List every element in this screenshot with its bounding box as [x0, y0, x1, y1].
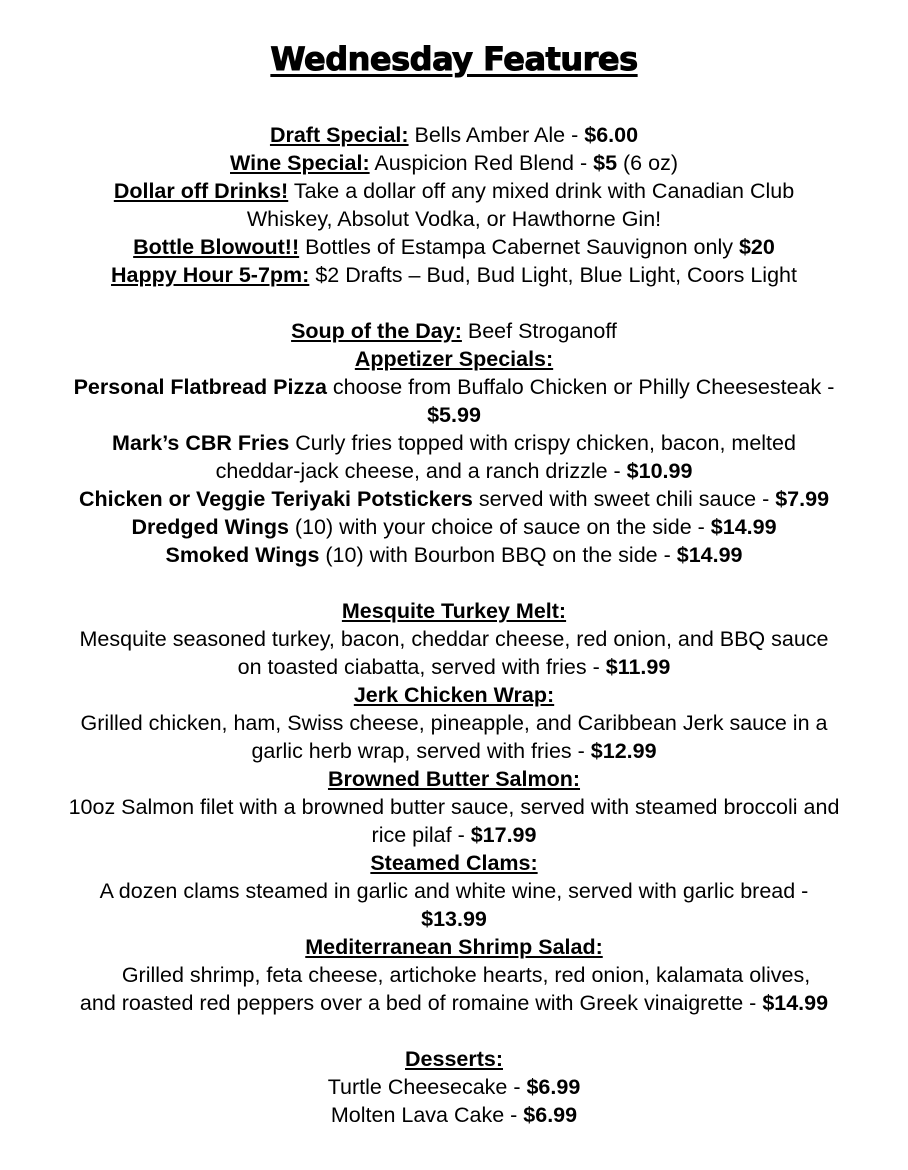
appetizer-cbr-fries: Mark’s CBR Fries Curly fries topped with crispy chicken, bacon, melted [112, 431, 796, 455]
appetizer-heading: Appetizer Specials: [354, 347, 554, 371]
entree-description-line2: garlic herb wrap, served with fries - $12.99 [251, 739, 657, 763]
bottle-blowout: Bottle Blowout!! Bottles of Estampa Cabernet Sauvignon only $20 [133, 235, 775, 259]
entree-description: Grilled shrimp, feta cheese, artichoke hearts, red onion, kalamata olives, [121, 963, 811, 987]
dessert-item: Turtle Cheesecake - $6.99 [327, 1075, 581, 1099]
entree-description: Mesquite seasoned turkey, bacon, cheddar cheese, red onion, and BBQ sauce [79, 627, 829, 651]
dollar-off-drinks-line2: Whiskey, Absolut Vodka, or Hawthorne Gin! [246, 207, 662, 231]
entree-description-line2: rice pilaf - $17.99 [371, 823, 537, 847]
appetizer-dredged-wings: Dredged Wings (10) with your choice of sauce on the side - $14.99 [131, 515, 777, 539]
entree-description-line2: and roasted red peppers over a bed of romaine with Greek vinaigrette - $14.99 [79, 991, 829, 1015]
soup-of-the-day: Soup of the Day: Beef Stroganoff [291, 319, 617, 343]
entree-heading: Mediterranean Shrimp Salad: [305, 935, 603, 959]
entree-description: A dozen clams steamed in garlic and white wine, served with garlic bread - [99, 879, 809, 903]
entree-heading: Browned Butter Salmon: [327, 767, 581, 791]
wine-special: Wine Special: Auspicion Red Blend - $5 (6 oz) [230, 151, 678, 175]
appetizer-smoked-wings: Smoked Wings (10) with Bourbon BBQ on the side - $14.99 [165, 543, 743, 567]
appetizer-flatbread-price: $5.99 [427, 403, 481, 427]
dollar-off-drinks: Dollar off Drinks! Take a dollar off any mixed drink with Canadian Club [113, 179, 795, 203]
appetizer-cbr-fries-line2: cheddar-jack cheese, and a ranch drizzle - $10.99 [215, 459, 693, 483]
appetizer-potstickers: Chicken or Veggie Teriyaki Potstickers served with sweet chili sauce - $7.99 [78, 487, 830, 511]
entree-description-line2: on toasted ciabatta, served with fries - $11.99 [237, 655, 671, 679]
entree-price: $13.99 [421, 907, 487, 931]
dessert-heading: Desserts: [405, 1047, 503, 1071]
appetizer-flatbread: Personal Flatbread Pizza choose from Buffalo Chicken or Philly Cheesesteak - [73, 375, 835, 399]
draft-special: Draft Special: Bells Amber Ale - $6.00 [269, 123, 639, 147]
entree-description: Grilled chicken, ham, Swiss cheese, pineapple, and Caribbean Jerk sauce in a [80, 711, 828, 735]
dessert-item: Molten Lava Cake - $6.99 [330, 1103, 578, 1127]
happy-hour: Happy Hour 5-7pm: $2 Drafts – Bud, Bud Light, Blue Light, Coors Light [111, 263, 797, 287]
page-title: Wednesday Features [270, 40, 638, 78]
entree-heading: Steamed Clams: [370, 851, 538, 875]
entree-heading: Jerk Chicken Wrap: [353, 683, 555, 707]
entree-description: 10oz Salmon filet with a browned butter sauce, served with steamed broccoli and [68, 795, 840, 819]
entree-heading: Mesquite Turkey Melt: [341, 599, 567, 623]
menu-body [20, 121, 888, 1129]
